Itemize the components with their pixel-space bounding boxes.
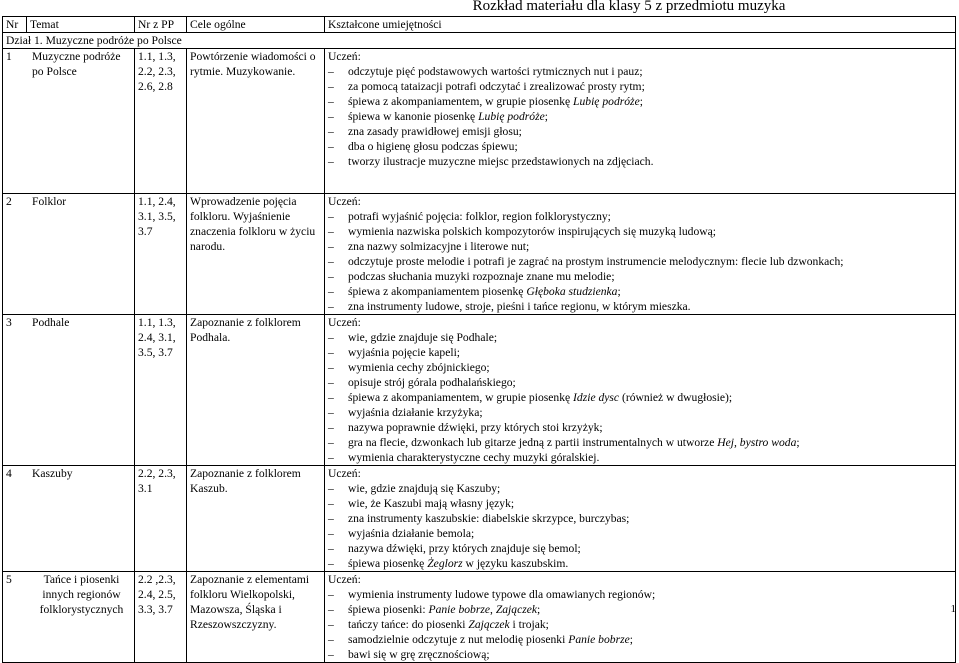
section-row bbox=[3, 33, 956, 49]
skills-cell bbox=[325, 572, 956, 663]
list-item: – zna nazwy solmizacyjne i literowe nut; bbox=[328, 239, 952, 254]
list-item: – potrafi wyjaśnić pojęcia: folklor, region folklorystyczny; bbox=[328, 209, 952, 224]
skills-list bbox=[328, 481, 952, 571]
student-label: Uczeń: bbox=[328, 195, 361, 208]
list-item: – wie, że Kaszubi mają własny język; bbox=[328, 496, 952, 511]
topic-number: 2 bbox=[6, 195, 12, 208]
goals-cell: Powtórzenie wiadomości o rytmie. Muzykowanie. bbox=[187, 49, 325, 194]
list-item: – śpiewa w kanonie piosenkę Lubię podróże; bbox=[328, 109, 952, 124]
page-number: 1 bbox=[950, 603, 956, 615]
list-item: – wie, gdzie znajdują się Kaszuby; bbox=[328, 481, 952, 496]
list-item: – wymienia nazwiska polskich kompozytorów inspirujących się muzyką ludową; bbox=[328, 224, 952, 239]
table-row bbox=[3, 194, 956, 315]
skills-list bbox=[328, 64, 952, 169]
header-nr-pp: Nr z PP bbox=[135, 17, 187, 33]
student-label: Uczeń: bbox=[328, 50, 361, 63]
header-umiejetnosci: Kształcone umiejętności bbox=[325, 17, 956, 33]
list-item: – nazywa dźwięki, przy których znajduje się bemol; bbox=[328, 541, 952, 556]
list-item: – śpiewa z akompaniamentem, w grupie piosenkę Idzie dysc (również w dwugłosie); bbox=[328, 390, 952, 405]
header-nr: Nr bbox=[3, 17, 27, 33]
table-row bbox=[3, 466, 956, 572]
header-temat: Temat bbox=[27, 17, 135, 33]
table-row bbox=[3, 572, 956, 663]
topic-cell bbox=[3, 466, 135, 572]
topic-name: Kaszuby bbox=[32, 467, 73, 480]
topic-number: 1 bbox=[6, 50, 12, 63]
list-item: – wyjaśnia działanie bemola; bbox=[328, 526, 952, 541]
skills-list bbox=[328, 209, 952, 314]
list-item: – bawi się w grę zręcznościową; bbox=[328, 647, 952, 662]
list-item: – zna instrumenty ludowe, stroje, pieśni i tańce regionu, w którym mieszka. bbox=[328, 299, 952, 314]
table-row bbox=[3, 315, 956, 466]
list-item: – śpiewa piosenki: Panie bobrze, Zajączek; bbox=[328, 602, 952, 617]
skills-cell bbox=[325, 194, 956, 315]
pp-cell: 1.1, 1.3, 2.2, 2.3, 2.6, 2.8 bbox=[135, 49, 187, 194]
goals-cell: Zapoznanie z folklorem Kaszub. bbox=[187, 466, 325, 572]
pp-cell: 2.2 ,2.3, 2.4, 2.5, 3.3, 3.7 bbox=[135, 572, 187, 663]
list-item: – odczytuje pięć podstawowych wartości rytmicznych nut i pauz; bbox=[328, 64, 952, 79]
pp-cell: 1.1, 2.4, 3.1, 3.5, 3.7 bbox=[135, 194, 187, 315]
topic-cell bbox=[3, 572, 135, 663]
list-item: – zna zasady prawidłowej emisji głosu; bbox=[328, 124, 952, 139]
list-item: – wyjaśnia pojęcie kapeli; bbox=[328, 345, 952, 360]
list-item: – zna instrumenty kaszubskie: diabelskie skrzypce, burczybas; bbox=[328, 511, 952, 526]
list-item: – tworzy ilustracje muzyczne miejsc przedstawionych na zdjęciach. bbox=[328, 154, 952, 169]
list-item: – wymienia cechy zbójnickiego; bbox=[328, 360, 952, 375]
topic-name: Tańce i piosenki innych regionów folklorystycznych bbox=[39, 573, 124, 616]
topic-number: 4 bbox=[6, 467, 12, 480]
student-label: Uczeń: bbox=[328, 573, 361, 586]
skills-list bbox=[328, 587, 952, 662]
list-item: – śpiewa piosenkę Żeglorz w języku kaszubskim. bbox=[328, 556, 952, 571]
goals-cell: Zapoznanie z folklorem Podhala. bbox=[187, 315, 325, 466]
list-item: – śpiewa z akompaniamentem piosenkę Głęboka studzienka; bbox=[328, 284, 952, 299]
list-item: – tańczy tańce: do piosenki Zajączek i trojak; bbox=[328, 617, 952, 632]
list-item: – nazywa poprawnie dźwięki, przy których stoi krzyżyk; bbox=[328, 420, 952, 435]
list-item: – wyjaśnia działanie krzyżyka; bbox=[328, 405, 952, 420]
list-item: – wymienia charakterystyczne cechy muzyki góralskiej. bbox=[328, 450, 952, 465]
list-item: – wie, gdzie znajduje się Podhale; bbox=[328, 330, 952, 345]
topic-cell bbox=[3, 194, 135, 315]
list-item: – wymienia instrumenty ludowe typowe dla omawianych regionów; bbox=[328, 587, 952, 602]
goals-cell: Wprowadzenie pojęcia folkloru. Wyjaśnienie znaczenia folkloru w życiu narodu. bbox=[187, 194, 325, 315]
topic-name: Podhale bbox=[32, 316, 70, 329]
list-item: – śpiewa z akompaniamentem, w grupie piosenkę Lubię podróże; bbox=[328, 94, 952, 109]
list-item: – dba o higienę głosu podczas śpiewu; bbox=[328, 139, 952, 154]
list-item: – gra na flecie, dzwonkach lub gitarze jedną z partii instrumentalnych w utworze Hej, bystro woda; bbox=[328, 435, 952, 450]
document-title: Rozkład materiału dla klasy 5 z przedmiotu muzyka bbox=[472, 0, 786, 14]
topic-name: Folklor bbox=[32, 195, 67, 208]
list-item: – samodzielnie odczytuje z nut melodię piosenki Panie bobrze; bbox=[328, 632, 952, 647]
topic-name: Muzyczne podróże po Polsce bbox=[32, 50, 121, 78]
skills-cell bbox=[325, 466, 956, 572]
list-item: – za pomocą tataizacji potrafi odczytać i zrealizować prosty rytm; bbox=[328, 79, 952, 94]
skills-cell bbox=[325, 315, 956, 466]
header-cele: Cele ogólne bbox=[187, 17, 325, 33]
header-row bbox=[3, 17, 956, 33]
section-title: Dział 1. Muzyczne podróże po Polsce bbox=[3, 33, 956, 49]
list-item: – odczytuje proste melodie i potrafi je zagrać na prostym instrumencie melodycznym: flecie lub dzwonkach; bbox=[328, 254, 952, 269]
list-item: – podczas słuchania muzyki rozpoznaje znane mu melodie; bbox=[328, 269, 952, 284]
list-item: – opisuje strój górala podhalańskiego; bbox=[328, 375, 952, 390]
topic-number: 3 bbox=[6, 316, 12, 329]
topic-cell bbox=[3, 49, 135, 194]
student-label: Uczeń: bbox=[328, 316, 361, 329]
pp-cell: 2.2, 2.3, 3.1 bbox=[135, 466, 187, 572]
goals-cell: Zapoznanie z elementami folkloru Wielkopolski, Mazowsza, Śląska i Rzeszowszczyzny. bbox=[187, 572, 325, 663]
pp-cell: 1.1, 1.3, 2.4, 3.1, 3.5, 3.7 bbox=[135, 315, 187, 466]
syllabus-table bbox=[2, 16, 956, 663]
topic-cell bbox=[3, 315, 135, 466]
skills-list bbox=[328, 330, 952, 465]
table-row bbox=[3, 49, 956, 194]
skills-cell bbox=[325, 49, 956, 194]
student-label: Uczeń: bbox=[328, 467, 361, 480]
topic-number: 5 bbox=[6, 573, 12, 586]
